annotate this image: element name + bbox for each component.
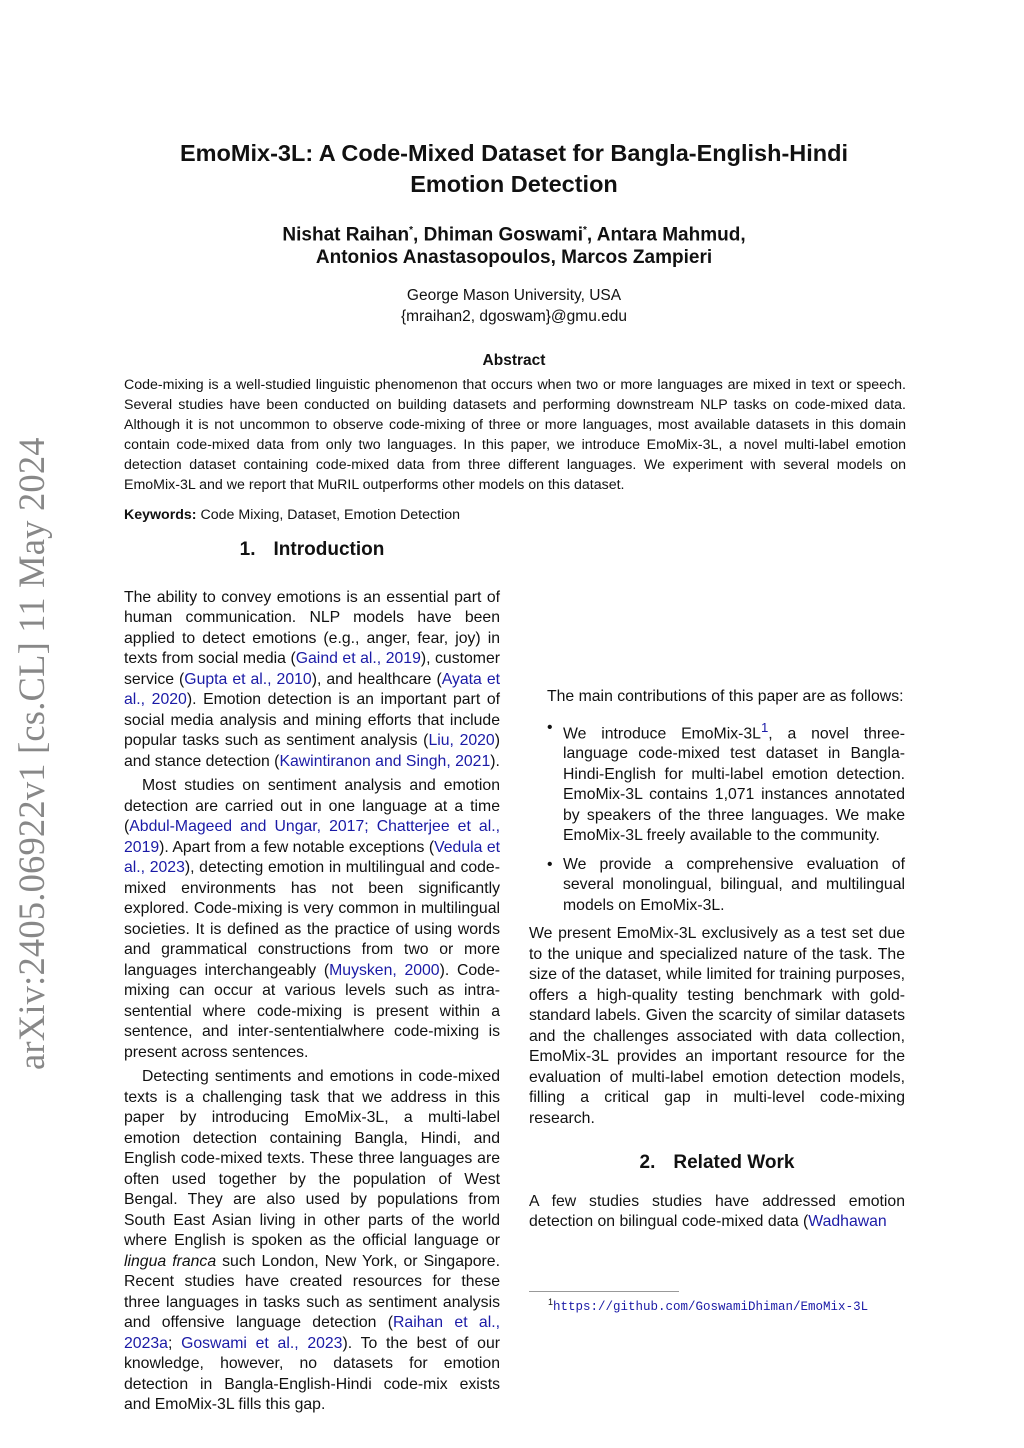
section-heading-introduction: 1. Introduction [239,539,385,560]
keywords [124,507,906,523]
citation-link[interactable]: Gaind et al., 2019 [295,650,421,667]
paper-title [100,138,928,200]
author-name: Dhiman Goswami [423,224,583,246]
keywords-text: Code Mixing, Dataset, Emotion Detection [200,507,460,523]
footnote-rule [529,1291,679,1292]
author-name: Antonios Anastasopoulos, Marcos Zampieri [315,247,713,269]
footnote [548,1297,868,1314]
list-item: • We provide a comprehensive evaluation of several monolingual, bilingual, and multilingual models on EmoMix-3L. [547,855,905,914]
citation-link[interactable]: Muysken, 2000 [329,961,440,979]
footnote-marker[interactable]: 1 [760,719,769,735]
footnote-url-link[interactable]: https://github.com/GoswamiDhiman/EmoMix-3L [553,1300,869,1315]
paragraph: The ability to convey emotions is an essential part of human communication. NLP models have been applied to detect emotions (e.g., anger, fear, joy) in texts from social media (Gaind et al., 2019), customer service (Gupta et al., 2010), and healthcare (Ayata et al., 2020). Emotion detection is an important part of social media analysis and mining efforts that include popular tasks such as sentiment analysis (Liu, 2020) and stance detection (Kawintiranon and Singh, 2021). [124,588,500,770]
citation-link[interactable]: Wadhawan [808,1213,887,1231]
author-list: Nishat Raihan*, Dhiman Goswami*, Antara Mahmud, Antonios Anastasopoulos, Marcos Zampieri [282,224,746,269]
right-column [529,544,905,1233]
equal-contribution-mark: * [582,225,587,236]
author-name: Nishat Raihan [282,224,410,246]
citation-link[interactable]: Chatterjee et al., 2019 [124,818,500,856]
arxiv-stamp: arXiv:2405.06922v1 [cs.CL] 11 May 2024 [11,437,52,1070]
paragraph: A few studies studies have addressed emotion detection on bilingual code-mixed data (Wadhawan [529,1192,905,1231]
equal-contribution-mark: * [409,225,413,236]
footnote-number: 1 [548,1297,554,1307]
paragraph: The main contributions of this paper are as follows: [547,688,904,705]
title-line-1: EmoMix-3L: A Code-Mixed Dataset for Bangla-English-Hindi [179,140,849,166]
left-column [124,540,500,1416]
citation-link[interactable]: Abdul-Mageed and Ungar, 2017 [129,818,365,835]
citation-link[interactable]: Kawintiranon and Singh, 2021 [279,752,491,770]
paragraph: We present EmoMix-3L exclusively as a test set due to the unique and specialized nature of the task. The size of the dataset, while limited for training purposes, offers a high-quality testing benchmark with gold-standard labels. Given the scarcity of similar datasets and the challenges associated with data collection, EmoMix-3L provides an important resource for the evaluation of multi-label emotion detection models, filling a critical gap in multi-level code-mixing research. [529,925,905,1127]
paragraph: Most studies on sentiment analysis and emotion detection are carried out in one language at a time (Abdul-Mageed and Ungar, 2017; Chatterjee et al., 2019). Apart from a few notable exceptions (Vedula et al., 2023), detecting emotion in multilingual and code-mixed environments has not been significantly explored. Code-mixing is very common in multilingual societies. It is defined as the practice of using words and grammatical constructions from two or more languages interchangeably (Muysken, 2000). Code-mixing can occur at various levels such as intra-sentential where code-mixing is present within a sentence, and inter-sententialwhere code-mixing is present across sentences. [124,777,500,1061]
affiliation: George Mason University, USA [406,287,622,304]
affiliation-block [100,285,928,327]
paragraph: Detecting sentiments and emotions in code-mixed texts is a challenging task that we address in this paper by introducing EmoMix-3L, a multi-label emotion detection containing Bangla, Hindi, and English code-mixed texts. These three languages are often used together by the population of West Bengal. They are also used by populations from South East Asian living in other parts of the world where English is spoken as the official language or lingua franca such London, New York, or Singapore. Recent studies have created resources for these three languages in tasks such as sentiment analysis and offensive language detection (Raihan et al., 2023a; Goswami et al., 2023). To the best of our knowledge, however, no datasets for emotion detection in Bangla-English-Hindi code-mix exists and EmoMix-3L fills this gap. [124,1068,501,1413]
contribution-list [529,718,905,917]
citation-link[interactable]: Goswami et al., 2023 [181,1334,343,1352]
list-item: • We introduce EmoMix-$3L^1$, a novel three-language code-mixed test dataset in Bangla-Hindi-English for multi-label emotion detection. EmoMix-3L contains 1,071 instances annotated by speakers of the three languages. We make EmoMix-3L freely available to the community. [547,718,905,845]
citation-link[interactable]: Ayata et al., 2020 [124,670,500,708]
abstract-text: Code-mixing is a well-studied linguistic phenomenon that occurs when two or more languages are mixed in text or speech. Several studies have been conducted on building datasets and performing downstream NLP tasks on code-mixed data. Although it is not uncommon to observe code-mixing of three or more languages, most available datasets in this domain contain code-mixed data from only two languages. In this paper, we introduce EmoMix-3L, a novel multi-label emotion detection dataset containing code-mixed data from three different languages. We experiment with several models on EmoMix-3L and we report that MuRIL outperforms other models on this dataset. [124,377,906,493]
citation-link[interactable]: Gupta et al., 2010 [184,670,312,688]
citation-link[interactable]: Liu, 2020 [428,732,495,749]
section-heading-related-work: 2. Related Work [639,1152,795,1174]
abstract-heading: Abstract [482,352,546,369]
citation-link[interactable]: Vedula et al., 2023 [124,838,500,876]
author-name: Antara Mahmud, [596,224,746,246]
title-line-2: Emotion Detection [410,171,618,197]
keywords-label: Keywords: [124,507,197,523]
author-emails: {mraihan2, dgoswam}@gmu.edu [401,308,627,325]
citation-link[interactable]: Raihan et al., 2023a [124,1314,500,1352]
